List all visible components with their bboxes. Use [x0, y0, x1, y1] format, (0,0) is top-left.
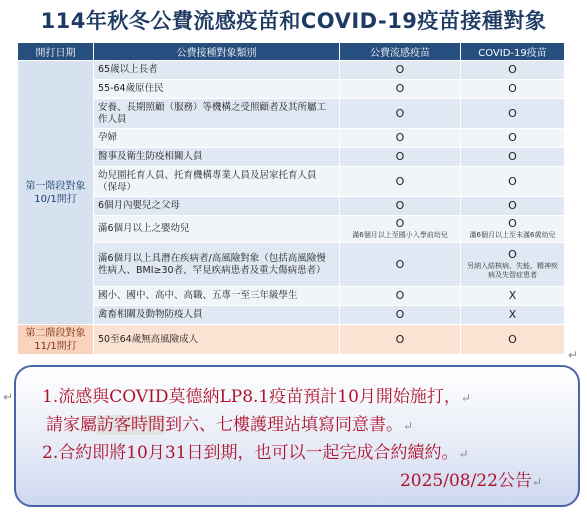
- row-flu: O: [340, 287, 461, 306]
- row-covid: O: [461, 61, 565, 80]
- row-covid: O: [461, 325, 565, 355]
- visiting-hours-highlight: 訪客時間: [97, 415, 165, 435]
- paragraph-mark: ↵: [568, 348, 579, 362]
- notice-line-1: 1.流感與COVID莫德納LP8.1疫苗預計10月開始施打，↵: [42, 387, 471, 407]
- row-flu: O: [340, 197, 461, 216]
- row-covid: O: [461, 148, 565, 167]
- row-item: 安養、長期照顧（服務）等機構之受照顧者及其所屬工作人員: [94, 99, 340, 129]
- phase1-label: 第一階段對象: [25, 180, 86, 192]
- header-date: 開打日期: [18, 43, 94, 61]
- table-row: [18, 80, 565, 99]
- table-row: [18, 167, 565, 197]
- table-row: [18, 148, 565, 167]
- paragraph-mark: ↵: [458, 447, 469, 461]
- row-item: 滿6個月以上具潛在疾病者/高風險對象（包括高風險慢性病人、BMI≥30者、罕見疾病患者及重大傷病患者）: [94, 243, 340, 287]
- row-covid-cell: [461, 216, 565, 243]
- row-item: 孕婦: [94, 129, 340, 148]
- phase1-group-cell: [18, 61, 94, 325]
- table-row: [18, 243, 565, 287]
- row-flu: O: [340, 148, 461, 167]
- row-flu: O: [340, 61, 461, 80]
- table-row: [18, 306, 565, 325]
- row-covid: O: [461, 80, 565, 99]
- phase2-date: 11/1開打: [34, 340, 77, 352]
- row-covid: O: [461, 197, 565, 216]
- phase1-date: 10/1開打: [34, 193, 77, 205]
- row-item: 滿6個月以上之嬰幼兒: [94, 216, 340, 243]
- notice-line-3: 2.合約即將10月31日到期，也可以一起完成合約續約。↵: [42, 443, 469, 463]
- row-flu: O: [340, 325, 461, 355]
- notice-box: [14, 365, 580, 507]
- table-row: [18, 99, 565, 129]
- phase2-label: 第二階段對象: [25, 327, 86, 339]
- row-flu: O: [340, 243, 461, 287]
- row-flu: O: [340, 99, 461, 129]
- row-covid: X: [461, 287, 565, 306]
- table-row: [18, 216, 565, 243]
- row-item: 55-64歲原住民: [94, 80, 340, 99]
- row-covid: O: [461, 167, 565, 197]
- paragraph-mark: ↵: [3, 390, 14, 404]
- table-row: [18, 325, 565, 355]
- row-item: 6個月內嬰兒之父母: [94, 197, 340, 216]
- row-item: 醫事及衛生防疫相關人員: [94, 148, 340, 167]
- paragraph-mark: ↵: [531, 475, 542, 489]
- row-item: 國小、國中、高中、高職、五專一至三年級學生: [94, 287, 340, 306]
- vaccine-eligibility-table: [17, 42, 565, 355]
- row-covid-note: 滿6個月以上至未滿6歲幼兒: [469, 231, 556, 239]
- row-covid-cell: [461, 243, 565, 287]
- row-flu: O: [340, 167, 461, 197]
- row-item: 65歲以上長者: [94, 61, 340, 80]
- row-item: 禽畜相關及動物防疫人員: [94, 306, 340, 325]
- row-covid: O: [461, 99, 565, 129]
- table-header-row: [18, 43, 565, 61]
- paragraph-mark: ↵: [403, 419, 414, 433]
- header-covid: COVID-19疫苗: [461, 43, 565, 61]
- row-flu-cell: [340, 216, 461, 243]
- notice-date: 2025/08/22公告↵: [399, 471, 542, 491]
- row-covid: O: [508, 217, 517, 230]
- row-covid-note: 另納入結核病、失能、精神疾病及失智症患者: [467, 262, 558, 279]
- row-item: 50至64歲無高風險成人: [94, 325, 340, 355]
- table-row: [18, 197, 565, 216]
- header-category: 公費接種對象類別: [94, 43, 340, 61]
- row-covid: X: [461, 306, 565, 325]
- row-flu: O: [395, 217, 405, 230]
- row-flu-note: 滿6個月以上至國小入學前幼兒: [352, 231, 448, 239]
- header-flu: 公費流感疫苗: [340, 43, 461, 61]
- table-row: [18, 129, 565, 148]
- page-title: 114年秋冬公費流感疫苗和COVID-19疫苗接種對象: [40, 9, 547, 33]
- notice-line-2: 請家屬訪客時間到六、七樓護理站填寫同意書。↵: [46, 415, 414, 435]
- row-flu: O: [340, 80, 461, 99]
- row-covid: O: [461, 129, 565, 148]
- phase2-group-cell: [18, 325, 94, 355]
- table-row: [18, 287, 565, 306]
- row-flu: O: [340, 129, 461, 148]
- row-flu: O: [340, 306, 461, 325]
- row-covid: O: [508, 248, 517, 261]
- row-item: 幼兒園托育人員、托育機構專業人員及居家托育人員（保母）: [94, 167, 340, 197]
- table-row: [18, 61, 565, 80]
- paragraph-mark: ↵: [460, 391, 471, 405]
